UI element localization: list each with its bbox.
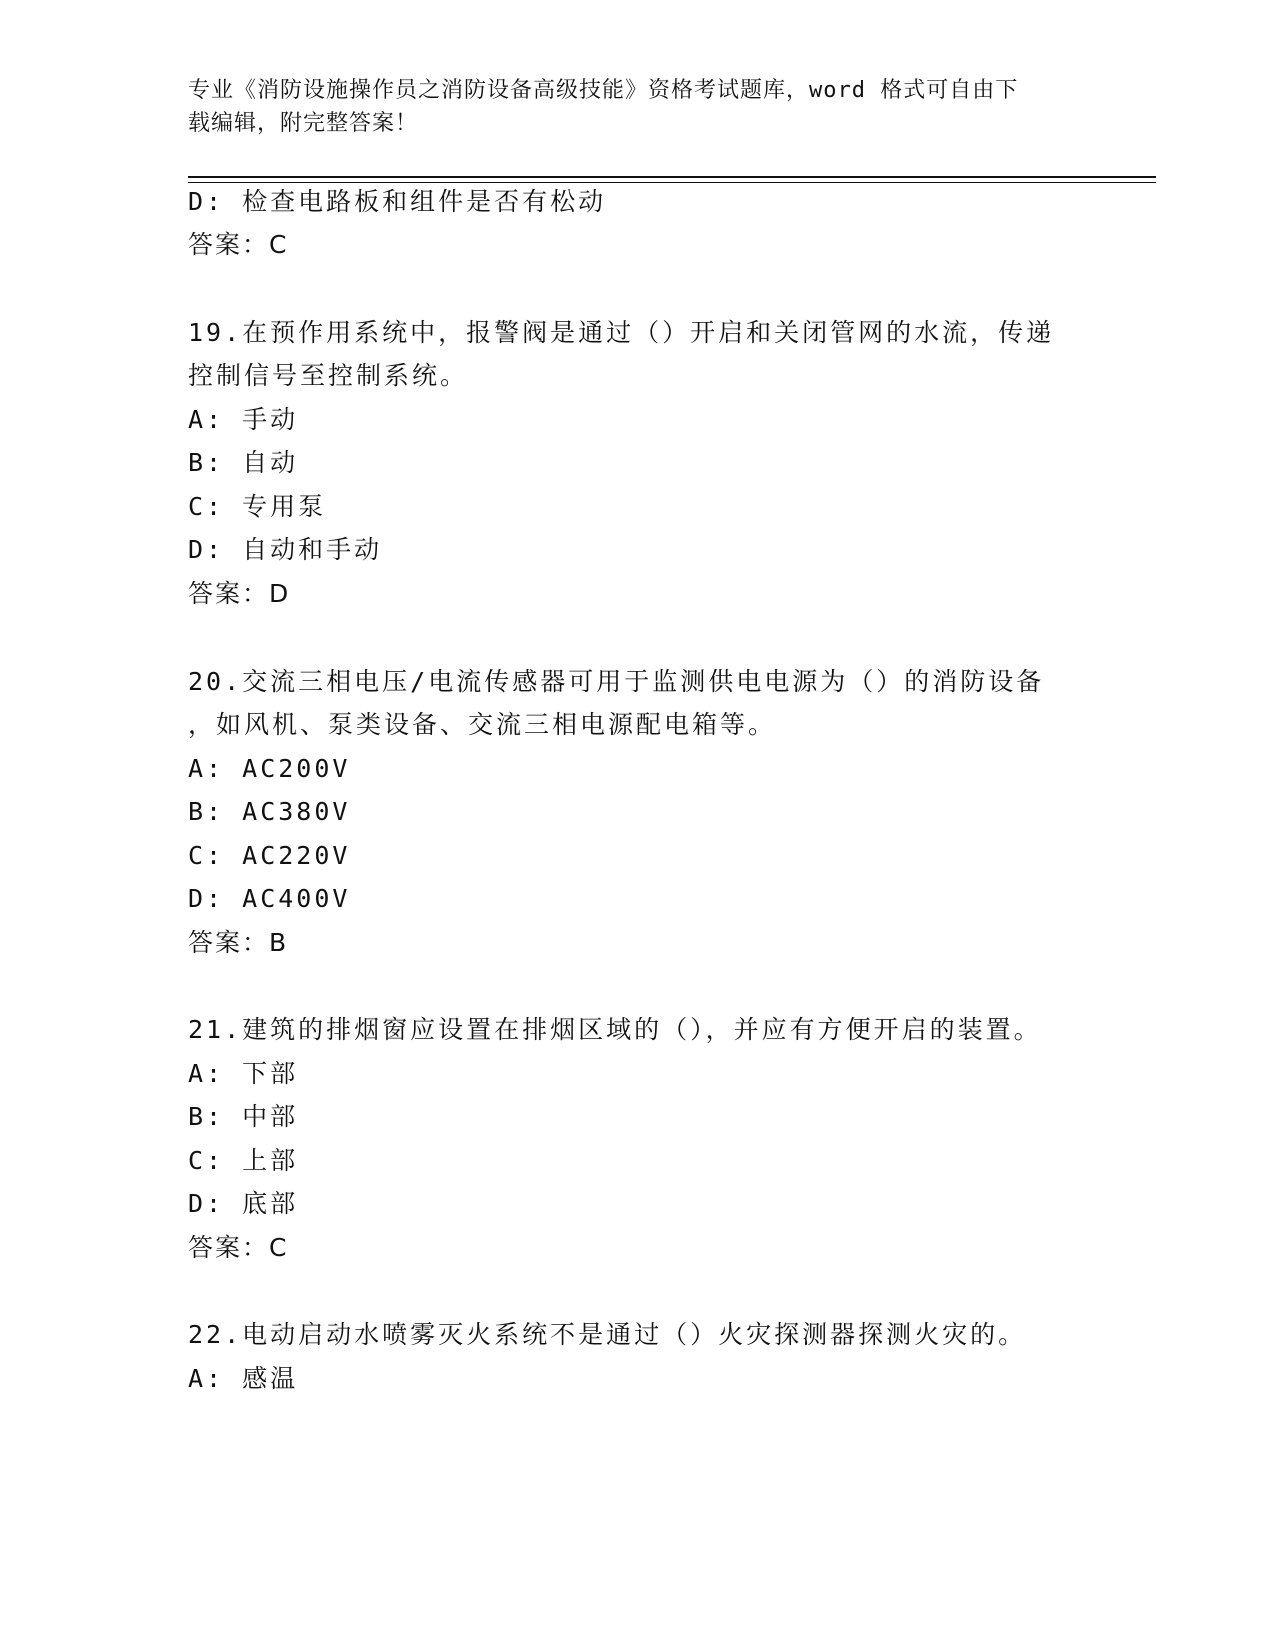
prev-answer: 答案：C [188,230,289,259]
q21-stem-line-1: 21.建筑的排烟窗应设置在排烟区域的（），并应有方便开启的装置。 [188,1015,1042,1044]
q20-option-a: A: AC200V [188,754,351,783]
q21-option-a: A: 下部 [188,1059,299,1088]
header-rule-thin [188,182,1156,183]
q20-answer: 答案：B [188,928,289,957]
q20-option-d: D: AC400V [188,884,351,913]
header-line-2: 载编辑，附完整答案！ [188,111,419,136]
q22-stem-line-1: 22.电动启动水喷雾灭火系统不是通过（）火灾探测器探测火灾的。 [188,1320,1027,1349]
q19-answer: 答案：D [188,579,291,608]
q20-stem-line-1: 20.交流三相电压/电流传感器可用于监测供电电源为（）的消防设备 [188,667,1045,696]
q20-stem-line-2: ，如风机、泵类设备、交流三相电源配电箱等。 [188,710,777,739]
header-rule-thick [188,176,1156,178]
prev-option-d: D: 检查电路板和组件是否有松动 [188,187,607,216]
header-line-1: 专业《消防设施操作员之消防设备高级技能》资格考试题库，word 格式可自由下 [188,78,1019,103]
q21-answer: 答案：C [188,1233,289,1262]
document-header [188,74,1088,140]
q19-option-a: A: 手动 [188,405,299,434]
q21-option-c: C: 上部 [188,1146,299,1175]
q21-option-d: D: 底部 [188,1189,299,1218]
q20-option-c: C: AC220V [188,841,351,870]
q22-option-a: A: 感温 [188,1364,299,1393]
q20-option-b: B: AC380V [188,797,351,826]
q19-option-d: D: 自动和手动 [188,535,383,564]
q19-stem-line-1: 19.在预作用系统中，报警阀是通过（）开启和关闭管网的水流，传递 [188,318,1055,347]
q19-stem-line-2: 控制信号至控制系统。 [188,361,469,390]
q19-option-b: B: 自动 [188,448,299,477]
q21-option-b: B: 中部 [188,1102,299,1131]
q19-option-c: C: 专用泵 [188,492,327,521]
